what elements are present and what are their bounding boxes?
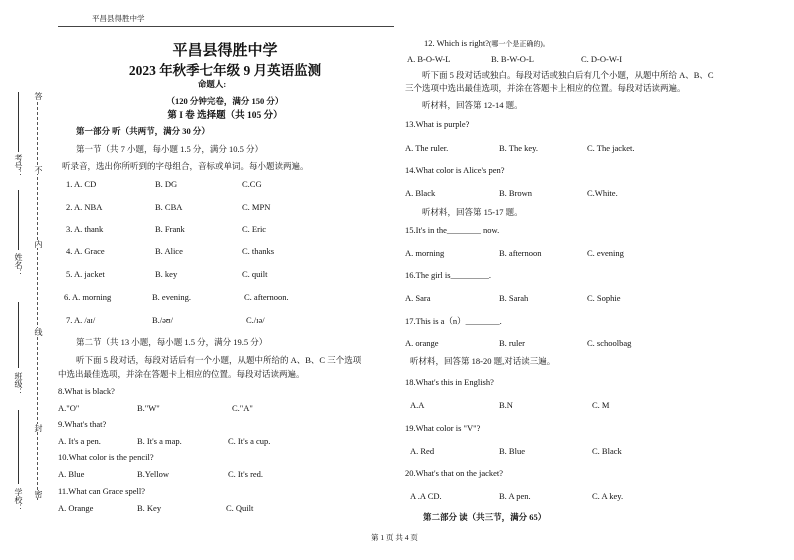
q3-option-b: B. Frank	[155, 224, 185, 234]
q11-option-a: A. Orange	[58, 503, 94, 513]
q10-option-a: A. Blue	[58, 469, 85, 479]
q6-option-b: B. evening.	[152, 292, 191, 302]
q15-option-b: B. afternoon	[499, 248, 542, 258]
school-field[interactable]	[18, 410, 19, 484]
q12-option-c: C. D-O-W-I	[581, 54, 623, 64]
seal-char-5: 封	[34, 424, 43, 432]
seal-char-4: 线	[34, 328, 43, 336]
q14-option-b: B. Brown	[499, 188, 533, 198]
q5-option-b: B. key	[155, 269, 178, 279]
header-rule	[58, 26, 394, 27]
name-field[interactable]	[18, 190, 19, 250]
q11-option-c: C. Quilt	[226, 503, 254, 513]
q9-option-a: A. It's a pen.	[58, 436, 101, 446]
seal-char-1: 答	[34, 92, 43, 100]
exam-id-label: 考号：	[14, 154, 23, 178]
q2-option-c: C. MPN	[242, 202, 271, 212]
q16-stem: 16.The girl is_________.	[405, 270, 491, 280]
q12-option-b: B. B-W-O-L	[491, 54, 534, 64]
q4-option-c: C. thanks	[242, 246, 275, 256]
q19-option-c: C. Black	[592, 446, 622, 456]
q12-note: (哪一个是正确的)。	[489, 40, 550, 48]
material-3-note: 听材料，回答第 18-20 题,对话读三遍。	[410, 356, 556, 366]
right-instructions-1: 听下面 5 段对话或独白。每段对话或独白后有几个小题，从题中所给 A、B、C	[422, 70, 714, 80]
q7-option-b: B./əʊ/	[152, 315, 173, 325]
q10-option-b: B.Yellow	[137, 469, 169, 479]
seal-line	[37, 92, 38, 500]
title-exam: 2023 年秋季七年级 9 月英语监测	[128, 63, 322, 78]
q13-stem: 13.What is purple?	[405, 119, 470, 129]
material-1-note: 听材料，回答第 12-14 题。	[422, 100, 523, 110]
school-label: 学校：	[14, 488, 23, 512]
q8-stem: 8.What is black?	[58, 386, 115, 396]
q17-option-c: C. schoolbag	[587, 338, 632, 348]
title-volume: 第 I 卷 选择题（共 105 分）	[167, 111, 283, 121]
q8-option-b: B."W"	[137, 403, 160, 413]
q11-stem: 11.What can Grace spell?	[58, 486, 146, 496]
exam-id-field[interactable]	[18, 92, 19, 152]
right-instructions-2: 三个选项中选出最佳选项，并涂在答题卡上相应的位置。每段对话读两遍。	[405, 83, 686, 93]
q20-option-c: C. A key.	[592, 491, 624, 501]
q1-option-b: B. DG	[155, 179, 178, 189]
q8-option-c: C."A"	[232, 403, 253, 413]
q12-option-a: A. B-O-W-L	[407, 54, 451, 64]
q14-option-a: A. Black	[405, 188, 436, 198]
part2-heading: 第二部分 读（共三节，满分 65）	[423, 512, 547, 522]
q13-option-b: B. The key.	[499, 143, 538, 153]
q9-option-c: C. It's a cup.	[228, 436, 271, 446]
q20-stem: 20.What's that on the jacket?	[405, 468, 504, 478]
q3-option-a: 3. A. thank	[66, 224, 104, 234]
q14-stem: 14.What color is Alice's pen?	[405, 165, 505, 175]
class-field[interactable]	[18, 302, 19, 368]
q6-option-a: 6. A. morning	[64, 292, 112, 302]
seal-char-2: 不	[34, 166, 43, 174]
q15-option-c: C. evening	[587, 248, 624, 258]
q5-option-c: C. quilt	[242, 269, 268, 279]
q9-option-b: B. It's a map.	[137, 436, 182, 446]
q7-option-c: C./ɪə/	[246, 315, 265, 325]
title-setter: 命题人:	[197, 79, 227, 89]
q18-option-a: A.A	[410, 400, 425, 410]
q15-stem: 15.It's in the________ now.	[405, 225, 500, 235]
q13-option-c: C. The jacket.	[587, 143, 635, 153]
q18-option-c: C. M	[592, 400, 610, 410]
section1-heading: 第一节（共 7 小题，每小题 1.5 分，满分 10.5 分）	[76, 144, 264, 154]
seal-char-3: 内	[34, 240, 43, 248]
q8-option-a: A."O"	[58, 403, 80, 413]
seal-char-6: 密	[34, 490, 43, 498]
q2-option-b: B. CBA	[155, 202, 183, 212]
school-header: 平昌县得胜中学	[92, 14, 145, 23]
q16-option-a: A. Sara	[405, 293, 431, 303]
q5-option-a: 5. A. jacket	[66, 269, 105, 279]
q19-stem: 19.What color is "V"?	[405, 423, 481, 433]
section2-instructions-1: 听下面 5 段对话，每段对话后有一个小题，从题中所给的 A、B、C 三个选项	[76, 355, 362, 365]
q11-option-b: B. Key	[137, 503, 162, 513]
title-school: 平昌县得胜中学	[172, 43, 278, 59]
q20-option-b: B. A pen.	[499, 491, 531, 501]
q20-option-a: A .A CD.	[410, 491, 442, 501]
q6-option-c: C. afternoon.	[244, 292, 289, 302]
q12-stem	[424, 38, 550, 49]
q18-stem: 18.What's this in English?	[405, 377, 494, 387]
page-footer: 第 1 页 共 4 页	[371, 533, 418, 542]
q13-option-a: A. The ruler.	[405, 143, 449, 153]
q9-stem: 9.What's that?	[58, 419, 107, 429]
q1-option-c: C.CG	[242, 179, 262, 189]
q7-option-a: 7. A. /aɪ/	[66, 315, 96, 325]
q2-option-a: 2. A. NBA	[66, 202, 103, 212]
q18-option-b: B.N	[499, 400, 513, 410]
q17-stem: 17.This is a（n）________.	[405, 316, 502, 326]
name-label: 姓名：	[14, 253, 23, 277]
q19-option-a: A. Red	[410, 446, 435, 456]
q4-option-b: B. Alice	[155, 246, 183, 256]
part1-heading: 第一部分 听（共两节，满分 30 分）	[76, 126, 210, 136]
q15-option-a: A. morning	[405, 248, 445, 258]
q4-option-a: 4. A. Grace	[66, 246, 105, 256]
title-info: （120 分钟完卷，满分 150 分）	[166, 96, 284, 106]
q10-stem: 10.What color is the pencil?	[58, 452, 154, 462]
q17-option-b: B. ruler	[499, 338, 525, 348]
section2-instructions-2: 中选出最佳选项，并涂在答题卡上相应的位置。每段对话读两遍。	[58, 369, 305, 379]
q17-option-a: A. orange	[405, 338, 439, 348]
q12-stem-text: 12. Which is right?	[424, 38, 489, 48]
class-label: 班级：	[14, 372, 23, 396]
q10-option-c: C. It's red.	[228, 469, 264, 479]
q16-option-c: C. Sophie	[587, 293, 621, 303]
q19-option-b: B. Blue	[499, 446, 525, 456]
section1-instructions: 听录音，选出你所听到的字母组合，音标或单词。每小题读两遍。	[62, 161, 309, 171]
material-2-note: 听材料，回答第 15-17 题。	[422, 207, 523, 217]
q1-option-a: 1. A. CD	[66, 179, 97, 189]
section2-heading: 第二节（共 13 小题，每小题 1.5 分，满分 19.5 分）	[76, 337, 268, 347]
q14-option-c: C.White.	[587, 188, 618, 198]
q3-option-c: C. Eric	[242, 224, 267, 234]
q16-option-b: B. Sarah	[499, 293, 529, 303]
